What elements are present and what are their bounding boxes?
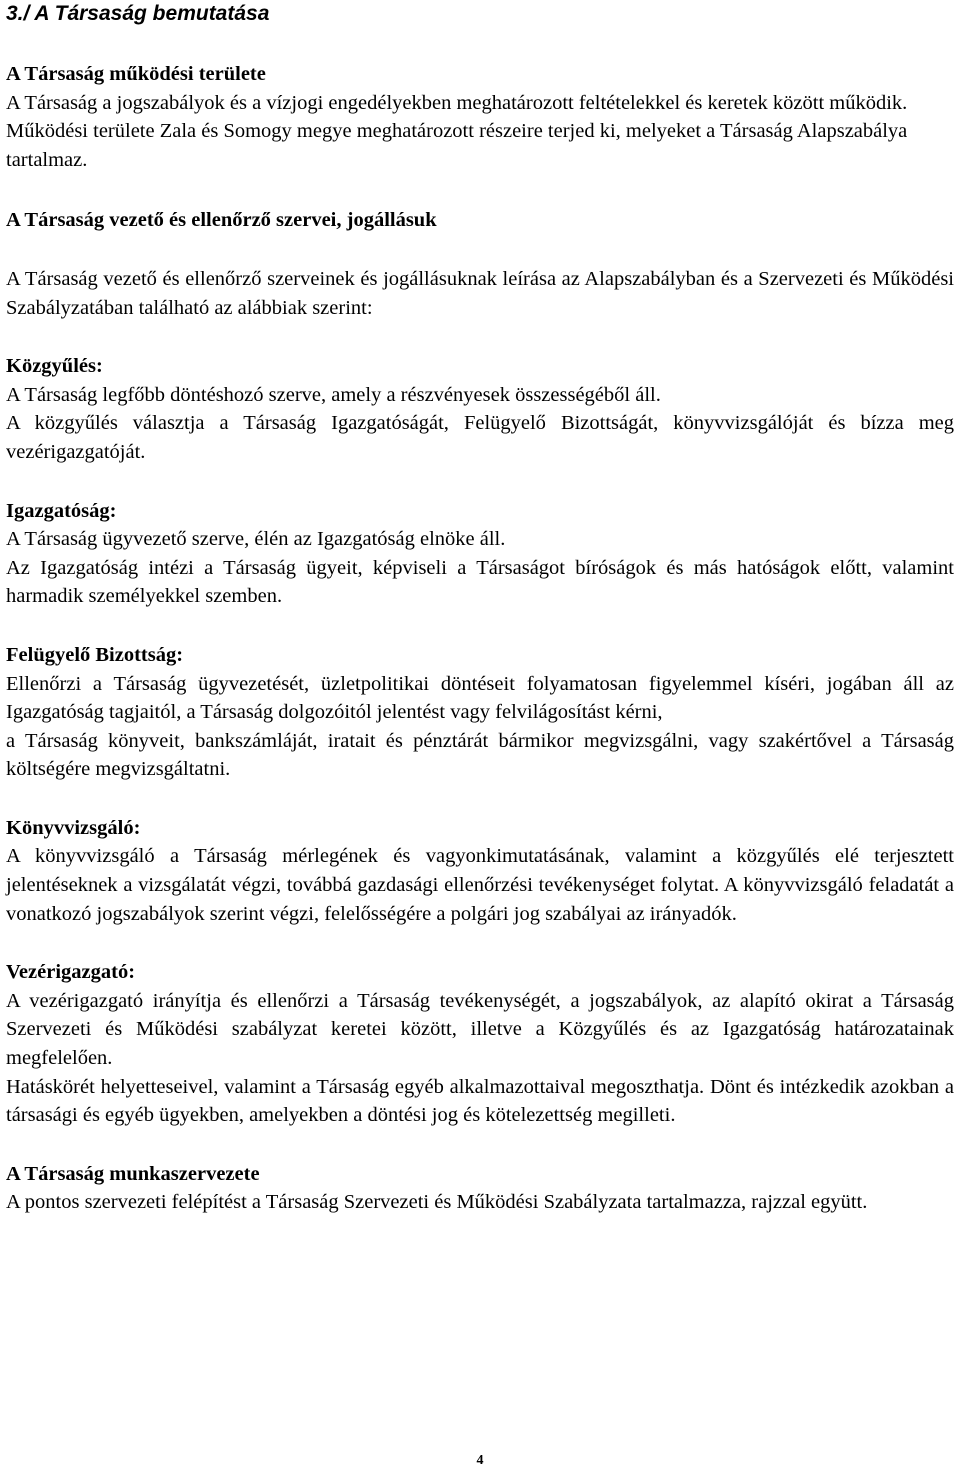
- kozgyules-paragraph-1: A Társaság legfőbb döntéshozó szerve, amely a részvényesek összességéből áll.: [6, 383, 661, 406]
- munkaszervezet-section: [6, 1160, 954, 1217]
- area-section: [6, 60, 954, 174]
- felugyelo-paragraph-1: Ellenőrzi a Társaság ügyvezetését, üzletpolitikai döntéseit folyamatosan figyelemmel kíséri, jogában áll az Igazgatóság tagjaitól, a Társaság dolgozóitól jelentést vagy felvilágosítást kérni,: [6, 672, 954, 724]
- felugyelo-section: [6, 641, 954, 784]
- konyvvizsgalo-section: [6, 814, 954, 928]
- kozgyules-heading: Közgyűlés:: [6, 355, 103, 378]
- munkaszervezet-paragraph-1: A pontos szervezeti felépítést a Társaság Szervezeti és Működési Szabályzata tartalmazza, rajzzal együtt.: [6, 1191, 868, 1214]
- igazgatosag-paragraph-1: A Társaság ügyvezető szerve, élén az Igazgatóság elnöke áll.: [6, 528, 506, 551]
- organs-section: [6, 206, 954, 322]
- document-page: [6, 0, 954, 1217]
- konyvvizsgalo-paragraph-1: A könyvvizsgáló a Társaság mérlegének és vagyonkimutatásának, valamint a közgyűlés elé terjesztett jelentéseknek a vizsgálatát végzi, továbbá gazdasági ellenőrzési tevékenységet folytat. A könyvvizsgáló feladatát a vonatkozó jogszabályok szerint végzi, felelősségére a polgári jog szabályai az irányadók.: [6, 845, 954, 925]
- section-title: 3./ A Társaság bemutatása: [6, 2, 270, 25]
- igazgatosag-paragraph-2: Az Igazgatóság intézi a Társaság ügyeit, képviseli a Társaságot bíróságok és más hatóságok előtt, valamint harmadik személyekkel szemben.: [6, 556, 954, 608]
- konyvvizsgalo-heading: Könyvvizsgáló:: [6, 816, 141, 839]
- vezerigazgato-paragraph-1: A vezérigazgató irányítja és ellenőrzi a Társaság tevékenységét, a jogszabályok, az alapító okirat a Társaság Szervezeti és Működési szabályzat keretei között, illetve a Közgyűlés és az Igazgatóság határozatainak megfelelően.: [6, 989, 954, 1070]
- kozgyules-section: [6, 352, 954, 466]
- area-heading: A Társaság működési területe: [6, 63, 266, 85]
- kozgyules-paragraph-2: A közgyűlés választja a Társaság Igazgatóságát, Felügyelő Bizottságát, könyvvizsgálóját és bízza meg vezérigazgatóját.: [6, 412, 954, 463]
- area-paragraph-2: Működési területe Zala és Somogy megye meghatározott részeire terjed ki, melyeket a Társaság Alapszabálya tartalmaz.: [6, 120, 908, 171]
- igazgatosag-section: [6, 497, 954, 611]
- vezerigazgato-paragraph-2: Hatáskörét helyetteseivel, valamint a Társaság egyéb alkalmazottaival megoszthatja. Dönt és intézkedik azokban a társasági és egyéb ügyekben, amelyekben a döntési jog és kötelezettség megilleti.: [6, 1075, 954, 1127]
- felugyelo-heading: Felügyelő Bizottság:: [6, 643, 184, 666]
- vezerigazgato-section: [6, 958, 954, 1130]
- organs-heading: A Társaság vezető és ellenőrző szervei, jogállásuk: [6, 209, 437, 232]
- organs-intro: A Társaság vezető és ellenőrző szerveinek és jogállásuknak leírása az Alapszabályban és a Szervezeti és Működési Szabályzatában található az alábbiak szerint:: [6, 267, 954, 319]
- area-paragraph-1: A Társaság a jogszabályok és a vízjogi engedélyekben meghatározott feltételekkel és keretek között működik.: [6, 91, 908, 114]
- felugyelo-paragraph-2: a Társaság könyveit, bankszámláját, iratait és pénztárát bármikor megvizsgálni, vagy szakértővel a Társaság költségére megvizsgáltatni.: [6, 729, 954, 781]
- munkaszervezet-heading: A Társaság munkaszervezete: [6, 1162, 260, 1185]
- page-number: 4: [476, 1453, 484, 1468]
- igazgatosag-heading: Igazgatóság:: [6, 499, 117, 522]
- vezerigazgato-heading: Vezérigazgató:: [6, 961, 136, 984]
